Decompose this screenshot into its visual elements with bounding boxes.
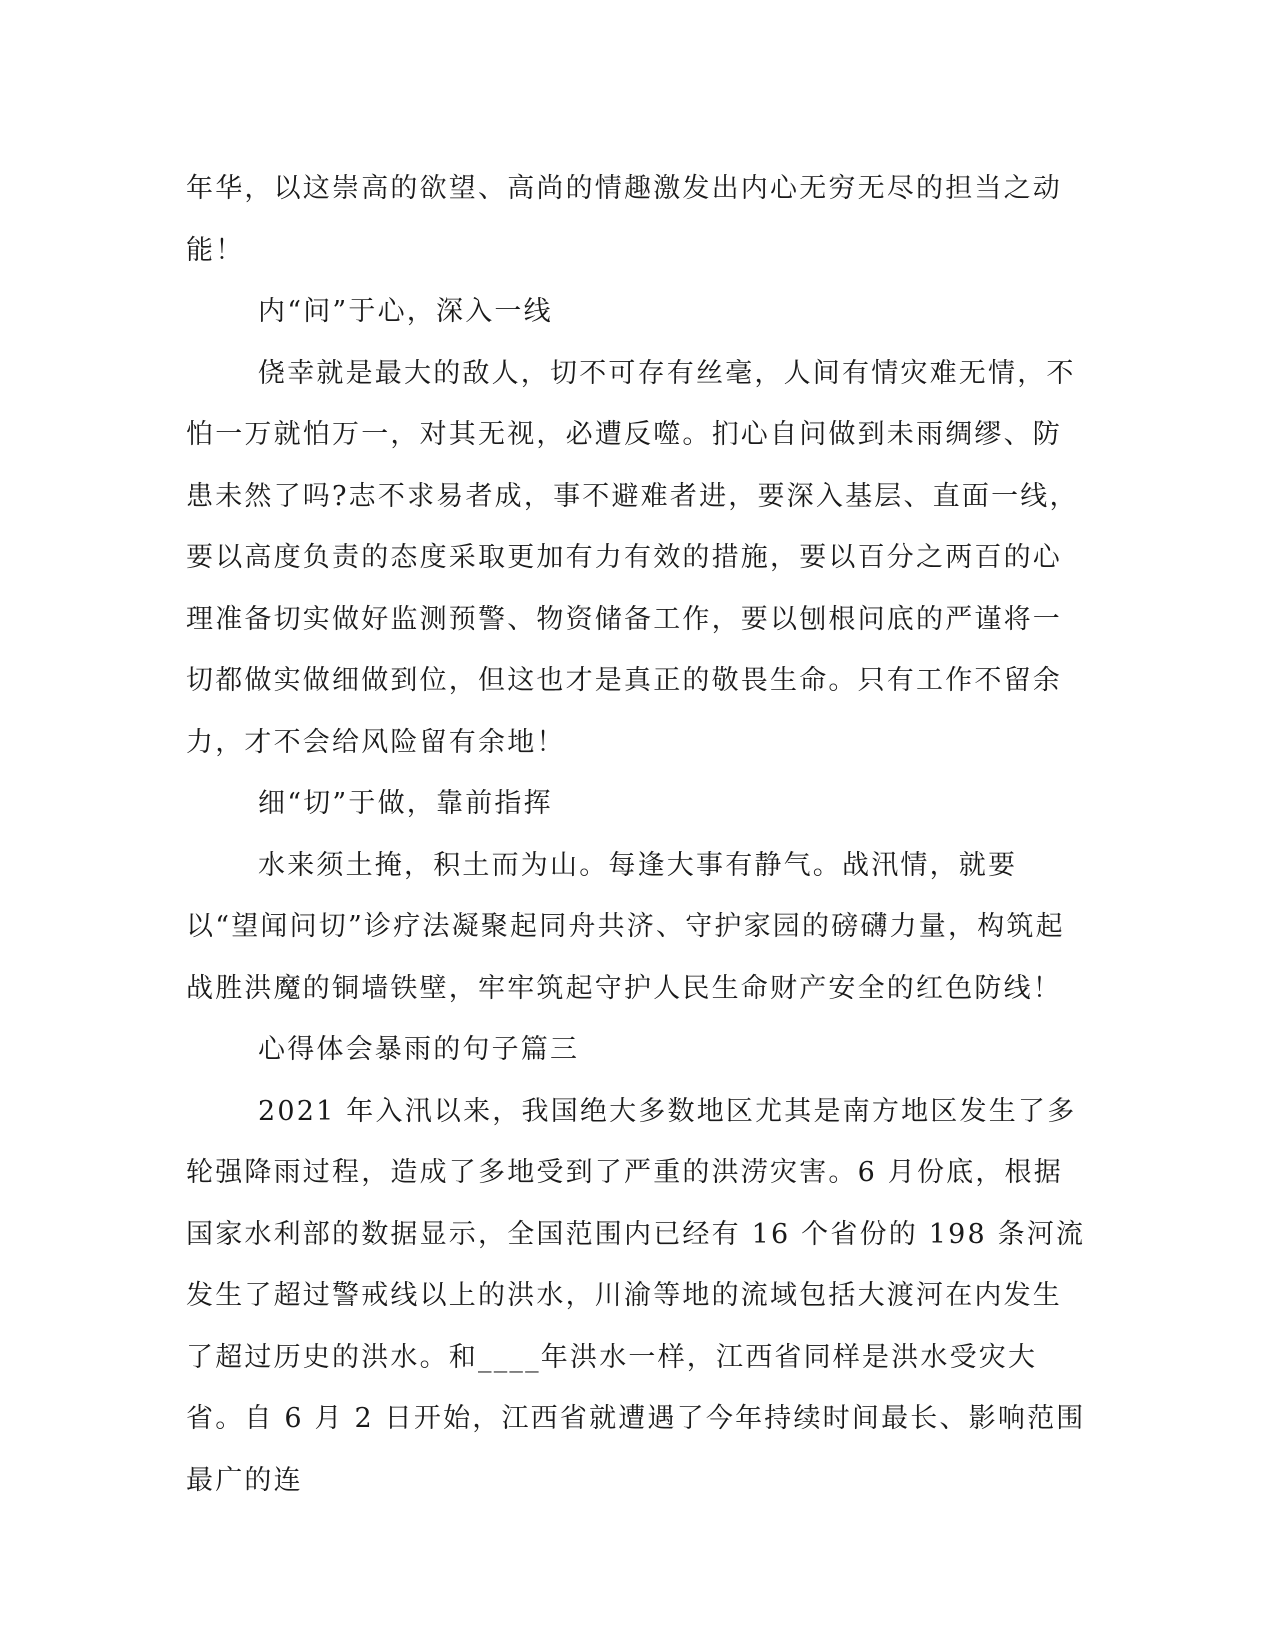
section-heading-part-three: 心得体会暴雨的句子篇三 (258, 1034, 580, 1065)
document-body (186, 158, 1086, 1511)
paragraph-body: 水来须土掩，积土而为山。每逢大事有静气。战汛情，就要以“望闻问切”诊疗法凝聚起同舟共济、守护家园的磅礴力量，构筑起战胜洪魔的铜墙铁壁，牢牢筑起守护人民生命财产安全的红色防线！ (186, 849, 1065, 1004)
paragraph-body: 2021 年入汛以来，我国绝大多数地区尤其是南方地区发生了多轮强降雨过程，造成了多地受到了严重的洪涝灾害。6 月份底，根据国家水利部的数据显示，全国范围内已经有 16 个省份的 198 条河流发生了超过警戒线以上的洪水，川渝等地的流域包括大渡河在内发生了超过历史的洪水。和____年洪水一样，江西省同样是洪水受灾大省。自 6 月 2 日开始，江西省就遭遇了今年持续时间最长、影响范围最广的连 (186, 1095, 1086, 1496)
paragraph-continued: 年华，以这崇高的欲望、高尚的情趣激发出内心无穷无尽的担当之动能！ (186, 173, 1062, 266)
section-heading-cut: 细“切”于做，靠前指挥 (258, 788, 553, 819)
paragraph-body: 侥幸就是最大的敌人，切不可存有丝毫，人间有情灾难无情，不怕一万就怕万一，对其无视，必遭反噬。扪心自问做到未雨绸缪、防患未然了吗?志不求易者成，事不避难者进，要深入基层、直面一线，要以高度负责的态度采取更加有力有效的措施，要以百分之两百的心理准备切实做好监测预警、物资储备工作，要以刨根问底的严谨将一切都做实做细做到位，但这也才是真正的敬畏生命。只有工作不留余力，才不会给风险留有余地！ (186, 357, 1079, 758)
section-heading-ask: 内“问”于心，深入一线 (258, 296, 553, 327)
